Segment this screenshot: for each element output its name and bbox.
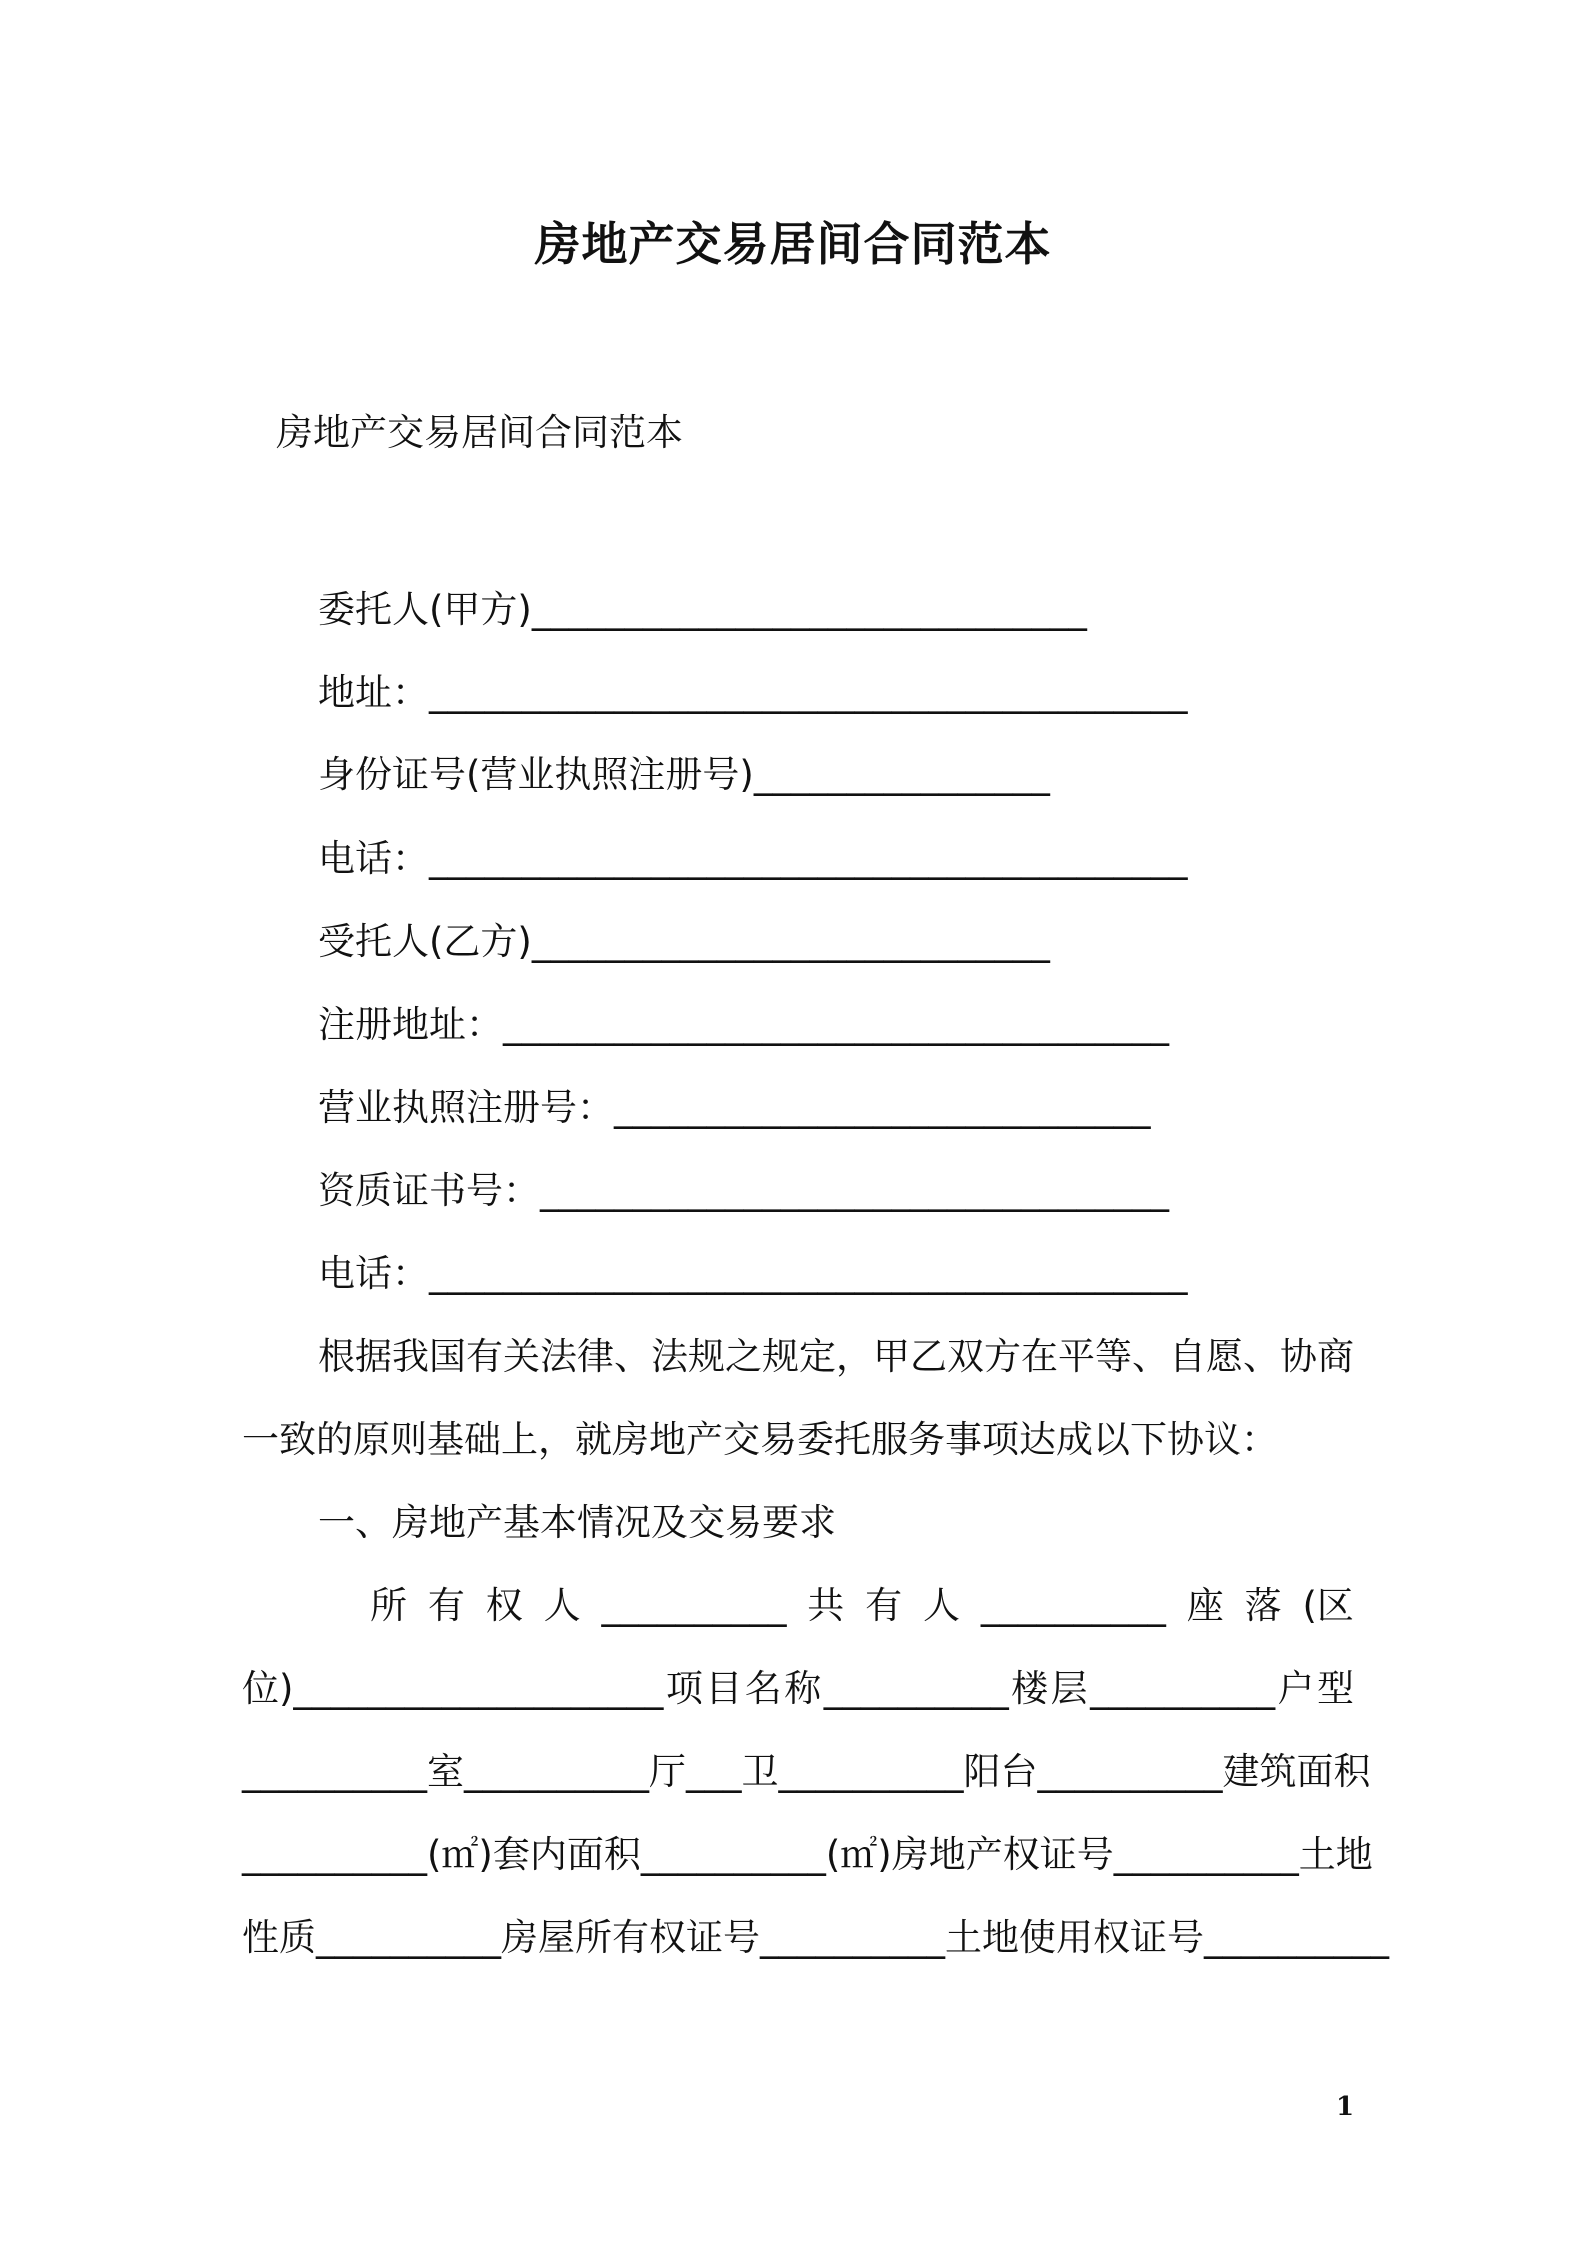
text-segment: 共: [807, 1584, 845, 1627]
text-segment: 户: [1277, 1667, 1315, 1710]
field-agent-license-number: 营业执照注册号：_____________________________: [318, 1086, 1151, 1129]
text-segment: 称: [784, 1667, 822, 1710]
text-segment: 阳: [963, 1750, 1001, 1793]
blank-field: __________: [1037, 1750, 1223, 1793]
text-segment: 房地产权证号: [891, 1833, 1114, 1876]
section-1-line-4: [242, 1830, 1373, 1880]
text-segment: 所: [370, 1584, 407, 1627]
section-1-heading: 一、房地产基本情况及交易要求: [318, 1501, 836, 1544]
text-segment: 人: [923, 1584, 961, 1627]
text-segment: 项: [665, 1667, 703, 1710]
text-segment: 房屋所有权证号: [501, 1916, 760, 1959]
blank-field: __________: [778, 1750, 964, 1793]
text-segment: 有: [427, 1584, 465, 1627]
text-segment: 台: [1000, 1750, 1038, 1793]
blank-field: 位)____________________: [242, 1667, 664, 1710]
blank-field: __________: [1204, 1916, 1389, 1959]
text-segment: (㎡): [825, 1833, 892, 1876]
text-segment: 卫: [741, 1750, 779, 1793]
section-1-line-2: [242, 1664, 1354, 1714]
blank-field: __________: [760, 1916, 945, 1959]
text-segment: 厅: [649, 1750, 686, 1793]
field-agent-phone: 电话：_________________________________________: [318, 1252, 1188, 1295]
document-title: 房地产交易居间合同范本: [534, 217, 1052, 271]
section-1-line-3: [242, 1747, 1371, 1797]
text-segment: 目: [705, 1667, 743, 1710]
field-agent-qualification-number: 资质证书号：__________________________________: [318, 1169, 1169, 1212]
text-segment: (㎡)套内面积: [427, 1833, 641, 1876]
text-segment: 型: [1316, 1667, 1354, 1710]
text-segment: 土地使用权证号: [945, 1916, 1204, 1959]
field-client-name: 委托人(甲方)______________________________: [318, 588, 1087, 631]
blank-field: __________: [640, 1833, 826, 1876]
page-number: 1: [1336, 2092, 1355, 2122]
blank-field: __________: [464, 1750, 649, 1793]
field-client-id-number: 身份证号(营业执照注册号)________________: [318, 753, 1050, 796]
text-segment: 名: [744, 1667, 782, 1710]
blank-field: __________: [823, 1667, 1009, 1710]
blank-field: __________: [1113, 1833, 1299, 1876]
field-client-phone: 电话：_________________________________________: [318, 837, 1188, 880]
document-subtitle: 房地产交易居间合同范本: [276, 411, 683, 454]
text-segment: 座: [1186, 1584, 1224, 1627]
text-segment: 土地: [1298, 1833, 1373, 1876]
blank-field: __________: [242, 1750, 427, 1793]
blank-field: __________: [980, 1584, 1166, 1627]
text-segment: 积: [1333, 1750, 1371, 1793]
text-segment: 权: [485, 1584, 523, 1627]
blank-field: ___: [686, 1750, 742, 1793]
intro-paragraph-line-2: 一致的原则基础上，就房地产交易委托服务事项达成以下协议：: [242, 1418, 1278, 1461]
field-agent-name: 受托人(乙方)____________________________: [318, 920, 1050, 963]
text-segment: (区: [1302, 1584, 1354, 1627]
blank-field: __________: [1090, 1667, 1276, 1710]
intro-paragraph-line-1: 根据我国有关法律、法规之规定，甲乙双方在平等、自愿、协商: [318, 1335, 1354, 1378]
blank-field: __________: [242, 1833, 427, 1876]
text-segment: 筑: [1259, 1750, 1297, 1793]
blank-field: __________: [316, 1916, 501, 1959]
text-segment: 面: [1296, 1750, 1334, 1793]
text-segment: 层: [1050, 1667, 1088, 1710]
field-client-address: 地址：_________________________________________: [318, 671, 1188, 714]
text-segment: 性质: [242, 1916, 316, 1959]
text-segment: 楼: [1011, 1667, 1049, 1710]
text-segment: 室: [427, 1750, 464, 1793]
field-agent-registered-address: 注册地址：____________________________________: [318, 1003, 1169, 1046]
text-segment: 建: [1222, 1750, 1260, 1793]
text-segment: 落: [1244, 1584, 1282, 1627]
section-1-line-1: [370, 1581, 1354, 1631]
section-1-line-5: [242, 1913, 1389, 1963]
text-segment: 有: [865, 1584, 903, 1627]
blank-field: __________: [601, 1584, 787, 1627]
text-segment: 人: [543, 1584, 581, 1627]
